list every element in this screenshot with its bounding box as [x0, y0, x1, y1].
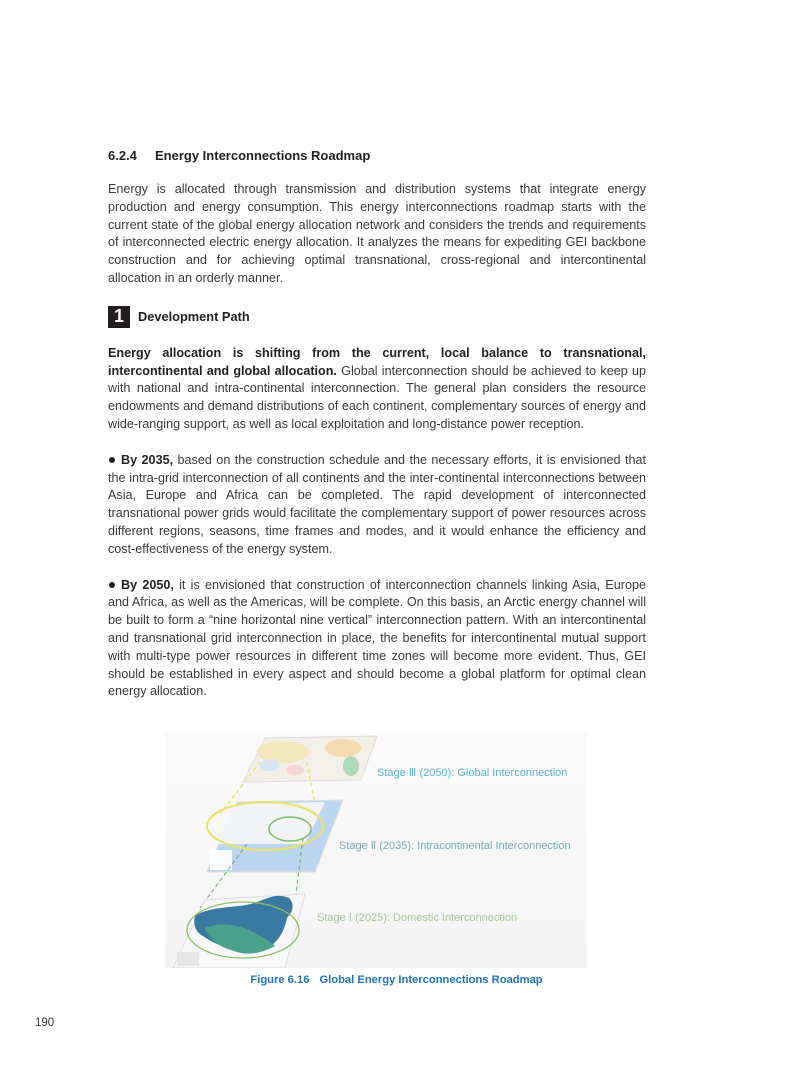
bullet-bold: By 2035,: [121, 452, 174, 467]
world-map-icon: [243, 736, 377, 782]
bullet-icon: [109, 457, 115, 463]
bullet-text: based on the construction schedule and the necessary efforts, it is envisioned that the intra-grid interconnection of all continents and the inter-continental interconnections between Asia, Europe and Africa can be completed. The rapid development of interconnected transnational power grids would facilitate the complementary support of power resources across different regions, seasons, time frames and modes, and it would enhance the efficiency and cost-effectiveness of the energy system.: [108, 452, 646, 556]
bullet-2035: [108, 452, 646, 559]
lead-bold: Energy allocation is shifting from the current, local balance to transnational, intercontinental and global allocation.: [108, 345, 646, 378]
roadmap-figure: [165, 732, 587, 968]
section-title: Energy Interconnections Roadmap: [155, 148, 371, 163]
stage-2-label: Stage Ⅱ (2035): Intracontinental Interconnection: [339, 840, 571, 852]
figure-title: Global Energy Interconnections Roadmap: [319, 974, 543, 986]
bullet-icon: [109, 582, 115, 588]
figure-number: Figure 6.16: [250, 974, 310, 986]
intro-paragraph: Energy is allocated through transmission and distribution systems that integrate energy production and energy consumption. This energy interconnections roadmap starts with the current state of the global energy allocation network and considers the trends and requirements of interconnected electric energy allocation. It analyzes the means for expediting GEI backbone construction and for achieving optimal transnational, cross-regional and intercontinental allocation in an orderly manner.: [108, 182, 646, 285]
subsection-badge: 1: [108, 306, 130, 328]
lead-paragraph: [108, 345, 646, 434]
stage-3-label: Stage Ⅲ (2050): Global Interconnection: [377, 767, 568, 779]
bullet-text: it is envisioned that construction of interconnection channels linking Asia, Europe and Africa, as well as the Americas, will be complete. On this basis, an Arctic energy channel will be built to form a “nine horizontal nine vertical” interconnection pattern. With an intercontinental and transnational grid interconnection in place, the benefits for intercontinental mutual support with multi-type power resources in different time zones will become more evident. Thus, GEI should be established in every aspect and should become a global platform for optimal clean energy allocation.: [108, 577, 646, 699]
subsection-heading: [108, 306, 646, 328]
bullet-2050: [108, 577, 646, 702]
figure-caption: [0, 974, 793, 986]
page-number: 190: [35, 1017, 55, 1029]
china-map-icon: [173, 894, 305, 968]
subsection-title: Development Path: [138, 309, 250, 325]
stage-1-label: Stage Ⅰ (2025): Domestic Interconnection: [317, 912, 518, 924]
page-content: [108, 148, 646, 719]
lead-rest: Global interconnection should be achieved to keep up with national and intra-continental interconnection. The general plan considers the resource endowments and demand distributions of each continent, complementary sources of energy and wide-ranging support, as well as local exploitation and long-distance power reception.: [108, 363, 646, 431]
bullet-bold: By 2050,: [121, 577, 174, 592]
section-heading: [108, 148, 646, 163]
asia-map-icon: [207, 800, 343, 872]
section-number: 6.2.4: [108, 148, 137, 163]
